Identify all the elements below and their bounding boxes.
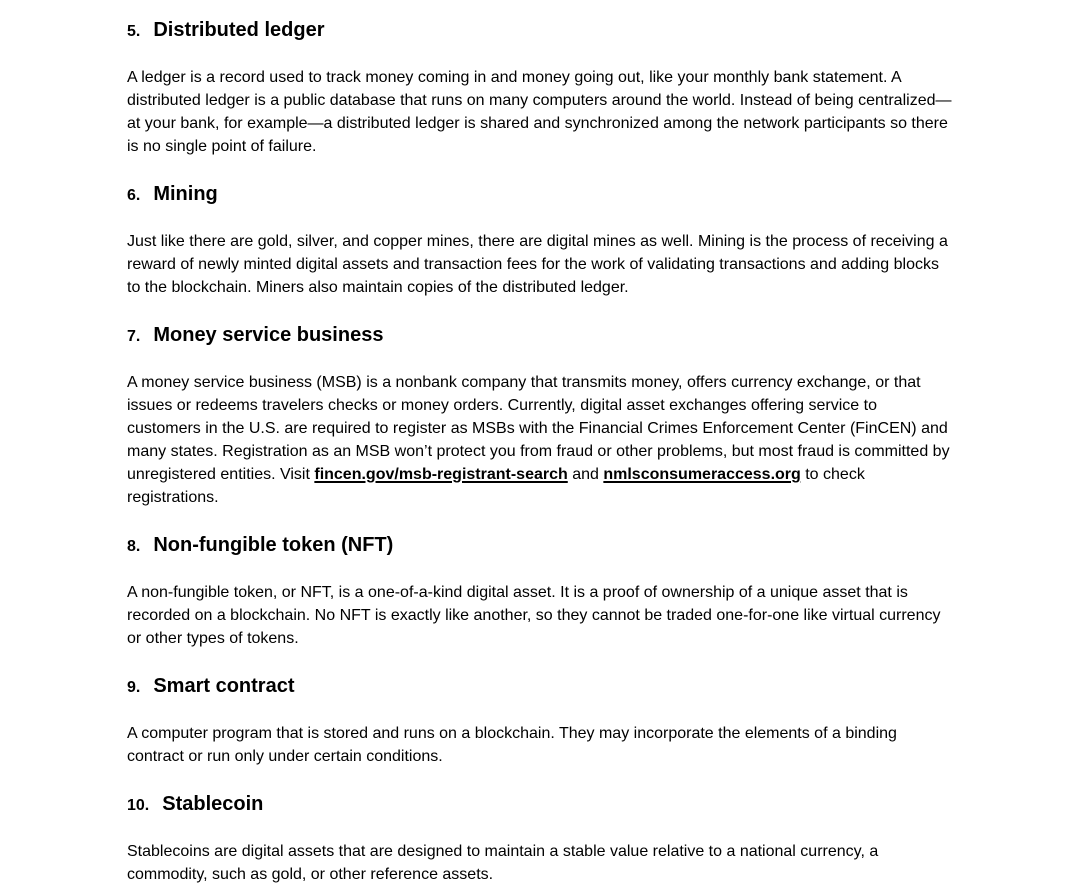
paragraph-text: to check registrations.	[127, 466, 865, 506]
glossary-section	[127, 533, 952, 650]
section-number: 9.	[127, 679, 141, 696]
section-heading	[127, 323, 952, 349]
section-heading	[127, 533, 952, 559]
paragraph-text: Just like there are gold, silver, and copper mines, there are digital mines as well. Mining is the process of receiving a reward of newly minted digital assets and transaction fees for the work of validating transactions and adding blocks to the blockchain. Miners also maintain copies of the distributed ledger.	[127, 233, 948, 296]
section-title: Non-fungible token (NFT)	[153, 534, 394, 556]
paragraph-text: and	[567, 466, 604, 483]
glossary-section	[127, 323, 952, 509]
paragraph-text: A money service business (MSB) is a nonbank company that transmits money, offers currency exchange, or that issues or redeems travelers checks or money orders. Currently, digital asset exchanges offering service to customers in the U.S. are required to register as MSBs with the Financial Crimes Enforcement Center (FinCEN) and many states. Registration as an MSB won’t protect you from fraud or other problems, but most fraud is committed by unregistered entities. Visit	[127, 374, 950, 483]
paragraph-text: A non-fungible token, or NFT, is a one-of-a-kind digital asset. It is a proof of ownership of a unique asset that is recorded on a blockchain. No NFT is exactly like another, so they cannot be traded one-for-one like virtual currency or other types of tokens.	[127, 584, 941, 647]
glossary-section	[127, 792, 952, 886]
paragraph-text: A ledger is a record used to track money coming in and money going out, like your monthly bank statement. A distributed ledger is a public database that runs on many computers around the world. Instead of being centralized—at your bank, for example—a distributed ledger is shared and synchronized among the network participants so there is no single point of failure.	[127, 69, 952, 155]
section-paragraph	[127, 581, 952, 650]
glossary-section	[127, 674, 952, 768]
section-title: Distributed ledger	[153, 19, 325, 41]
section-paragraph	[127, 230, 952, 299]
section-title: Smart contract	[153, 675, 295, 697]
section-paragraph	[127, 371, 952, 509]
section-number: 6.	[127, 187, 141, 204]
paragraph-text: A computer program that is stored and runs on a blockchain. They may incorporate the elements of a binding contract or run only under certain conditions.	[127, 725, 897, 765]
term-link[interactable]: nmlsconsumeraccess.org	[603, 466, 801, 483]
section-number: 5.	[127, 23, 141, 40]
section-title: Stablecoin	[162, 793, 264, 815]
section-number: 7.	[127, 328, 141, 345]
section-heading	[127, 18, 952, 44]
section-number: 10.	[127, 797, 150, 814]
section-paragraph	[127, 66, 952, 158]
section-title: Money service business	[153, 324, 384, 346]
document-page	[127, 0, 952, 886]
section-heading	[127, 792, 952, 818]
glossary-section	[127, 18, 952, 158]
section-title: Mining	[153, 183, 218, 205]
section-heading	[127, 674, 952, 700]
section-heading	[127, 182, 952, 208]
section-number: 8.	[127, 538, 141, 555]
glossary-section	[127, 182, 952, 299]
section-paragraph	[127, 722, 952, 768]
paragraph-text: Stablecoins are digital assets that are designed to maintain a stable value relative to a national currency, a commodity, such as gold, or other reference assets.	[127, 843, 879, 883]
term-link[interactable]: fincen.gov/msb-registrant-search	[314, 466, 568, 483]
section-paragraph	[127, 840, 952, 886]
